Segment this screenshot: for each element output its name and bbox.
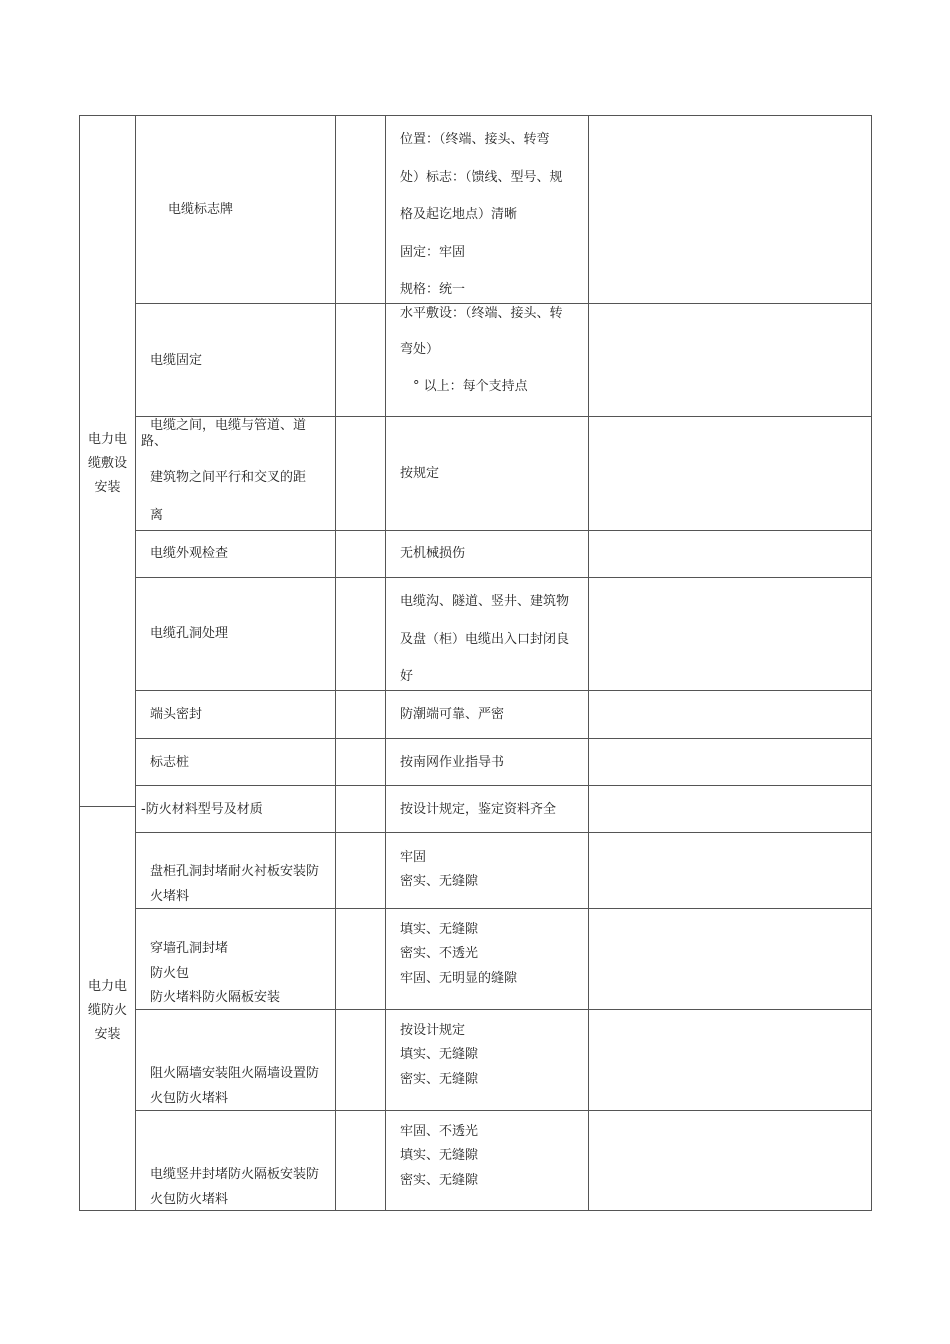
group-label-line: 电力电 [87, 979, 127, 994]
requirement-line: 弯处） [400, 342, 440, 357]
row-divider [135, 785, 872, 786]
column-divider [385, 115, 386, 1211]
requirement-line: 电缆沟、隧道、竖井、建筑物 [400, 594, 570, 609]
requirement-cell: 无机械损伤 [400, 546, 466, 561]
requirement-line: 密实、不透光 [400, 946, 479, 961]
requirement-line: 密实、无缝隙 [400, 1072, 479, 1087]
requirement-line: 填实、无缝隙 [400, 1148, 479, 1163]
requirement-line: 密实、无缝隙 [400, 874, 479, 889]
requirement-line: 按设计规定 [400, 1023, 466, 1038]
group-label-line: 安装 [94, 1027, 121, 1042]
requirement-line: 密实、无缝隙 [400, 1173, 479, 1188]
row-divider [135, 1009, 872, 1010]
item-cell: 电缆标志牌 [168, 202, 234, 217]
row-divider [135, 303, 872, 304]
item-line: 建筑物之间平行和交叉的距 [150, 470, 307, 485]
table-right-border [871, 115, 872, 1211]
item-cell: 标志桩 [150, 755, 190, 770]
requirement-line: 水平敷设：（终端、接头、转 [400, 306, 563, 321]
table-left-border [79, 115, 80, 1211]
requirement-line: 处）标志：（馈线、型号、规 [400, 170, 563, 185]
requirement-line: 牢固、无明显的缝隙 [400, 971, 518, 986]
row-divider [135, 832, 872, 833]
item-cell: 电缆固定 [150, 353, 203, 368]
item-cell: -防火材料型号及材质 [141, 802, 263, 817]
requirement-line: 填实、无缝隙 [400, 922, 479, 937]
column-divider [335, 115, 336, 1211]
column-divider [135, 115, 136, 1211]
item-cell: 电缆外观检查 [150, 546, 229, 561]
group-label-line: 缆防火 [87, 1003, 127, 1018]
item-line: 路、 [141, 434, 168, 449]
requirement-line: 牢固 [400, 850, 427, 865]
table-bottom-border [79, 1210, 872, 1211]
item-line: 电缆竖井封堵防火隔板安装防 [150, 1167, 320, 1182]
requirement-line: 规格：统一 [400, 282, 466, 297]
item-line: 电缆之间，电缆与管道、道 [150, 418, 307, 433]
requirement-cell: 按规定 [400, 466, 440, 481]
item-line: 火包防火堵料 [150, 1192, 229, 1207]
column-divider [588, 115, 589, 1211]
requirement-line: 位置：（终端、接头、转弯 [400, 132, 550, 147]
requirement-line: 填实、无缝隙 [400, 1047, 479, 1062]
requirement-line: 牢固、不透光 [400, 1124, 479, 1139]
requirement-line: 及盘（柜）电缆出入口封闭良 [400, 632, 570, 647]
item-line: 盘柜孔洞封堵耐火衬板安装防 [150, 864, 320, 879]
requirement-cell: 防潮端可靠、严密 [400, 707, 505, 722]
requirement-line: 固定：牢固 [400, 245, 466, 260]
item-line: 防火堵料防火隔板安装 [150, 990, 281, 1005]
row-divider [135, 908, 872, 909]
row-divider [135, 738, 872, 739]
item-line: 离 [150, 508, 164, 523]
item-line: 火包防火堵料 [150, 1091, 229, 1106]
item-line: 防火包 [150, 966, 190, 981]
group-label-line: 安装 [94, 480, 121, 495]
item-line: 阻火隔墙安装阻火隔墙设置防 [150, 1066, 320, 1081]
row-divider [135, 690, 872, 691]
row-divider [135, 530, 872, 531]
group-divider [79, 806, 135, 807]
requirement-cell: 按南网作业指导书 [400, 755, 505, 770]
requirement-line: 格及起讫地点）清晰 [400, 207, 518, 222]
item-line: 火堵料 [150, 889, 190, 904]
item-line: 穿墙孔洞封堵 [150, 941, 229, 956]
requirement-line: 好 [400, 669, 414, 684]
row-divider [135, 1110, 872, 1111]
row-divider [135, 416, 872, 417]
group-label-line: 电力电 [87, 432, 127, 447]
requirement-line: ° 以上：每个支持点 [413, 379, 528, 394]
item-cell: 端头密封 [150, 707, 203, 722]
table-top-border [79, 115, 872, 116]
row-divider [135, 577, 872, 578]
item-cell: 电缆孔洞处理 [150, 626, 229, 641]
group-label-line: 缆敷设 [87, 456, 127, 471]
requirement-cell: 按设计规定，鉴定资料齐全 [400, 802, 557, 817]
